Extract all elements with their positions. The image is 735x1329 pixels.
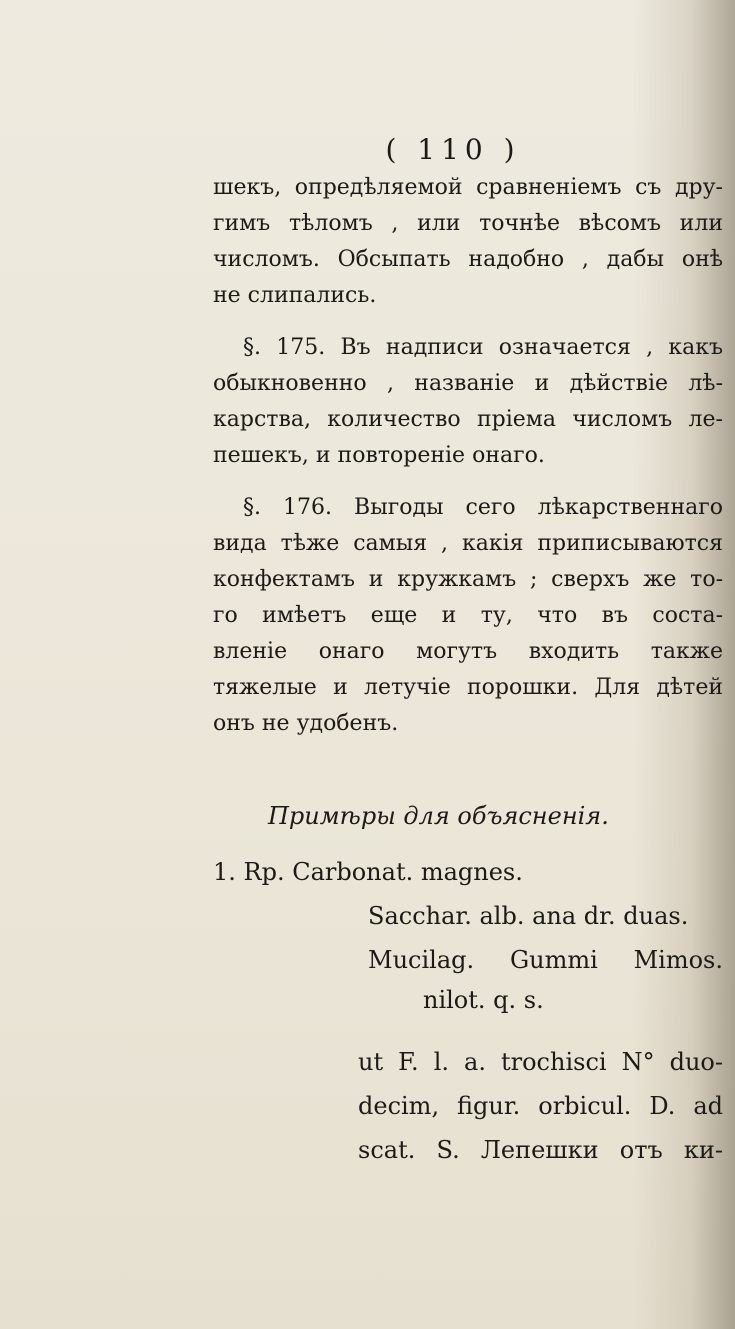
text-line: гимъ тѣломъ , или точнѣе вѣсомъ или [213, 211, 723, 236]
paragraph-175 [213, 330, 723, 474]
text-line: вида тѣже самыя , какія приписываются [213, 531, 723, 556]
recipe-example [213, 850, 723, 1172]
recipe-line: Mucilag. Gummi Mimos. [368, 946, 723, 974]
text-line: карства, количество пріема числомъ ле- [213, 407, 723, 432]
text-line: вленіе онаго могутъ входить также [213, 639, 723, 664]
text-line: §. 176. Выгоды сего лѣкарственнаго [243, 495, 723, 520]
paragraph-176 [213, 490, 723, 742]
page-number: ( 110 ) [385, 133, 521, 166]
text-line: конфектамъ и кружкамъ ; сверхъ же то- [213, 567, 723, 592]
recipe-line: nilot. q. s. [423, 986, 544, 1014]
text-line: не слипались. [213, 283, 377, 308]
recipe-line: 1. Rp. Carbonat. magnes. [213, 858, 523, 886]
text-line: го имѣетъ еще и ту, что въ соста- [213, 603, 723, 628]
text-line: тяжелые и летучіе порошки. Для дѣтей [213, 675, 723, 700]
examples-heading: Примѣры для объясненія. [268, 802, 609, 830]
text-block [213, 130, 723, 1172]
recipe-line: decim, figur. orbicul. D. ad [358, 1092, 723, 1120]
recipe-line: Sacchar. alb. ana dr. duas. [368, 902, 689, 930]
text-line: §. 175. Въ надписи означается , какъ [243, 335, 723, 360]
paragraph-1 [213, 170, 723, 314]
text-line: обыкновенно , названіе и дѣйствіе лѣ- [213, 371, 723, 396]
text-line: пешекъ, и повтореніе онаго. [213, 443, 545, 468]
text-line: онъ не удобенъ. [213, 711, 399, 736]
recipe-line: scat. S. Лепешки отъ ки- [358, 1136, 723, 1164]
text-line: шекъ, опредѣляемой сравненіемъ съ дру- [213, 175, 723, 200]
text-line: числомъ. Обсыпать надобно , дабы онѣ [213, 247, 723, 272]
recipe-line: ut F. l. a. trochisci N° duo- [358, 1048, 723, 1076]
